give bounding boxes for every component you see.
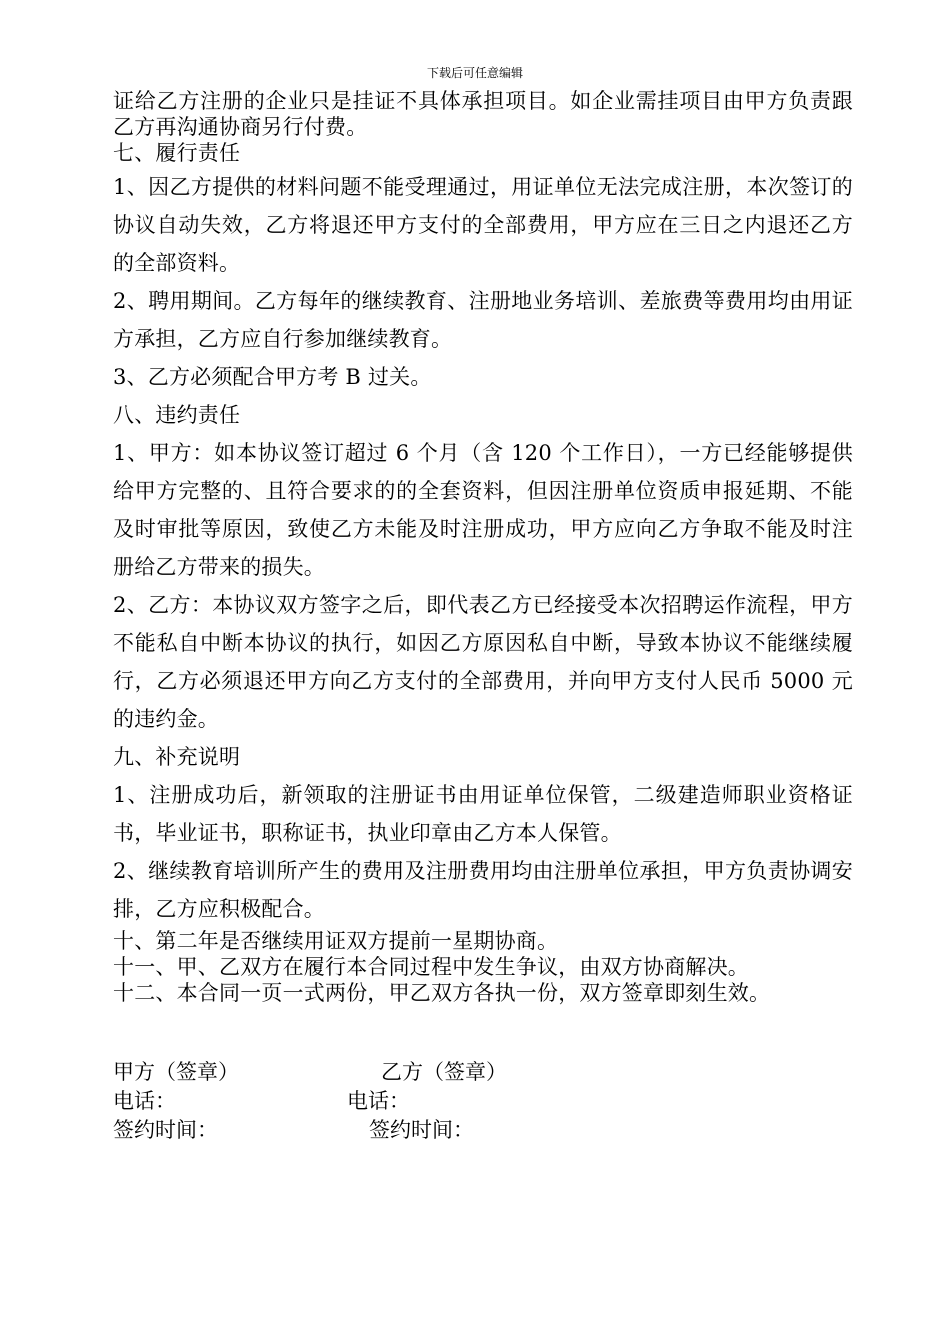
paragraph-performance-3: 3、乙方必须配合甲方考 B 过关。 — [113, 365, 432, 389]
signature-row-seal — [113, 1058, 853, 1087]
paragraph-supplement-1: 1、注册成功后，新领取的注册证书由用证单位保管，二级建造师职业资格证书，毕业证书，职称证书，执业印章由乙方本人保管。 — [113, 783, 853, 845]
paragraph-breach-2: 2、乙方：本协议双方签字之后，即代表乙方已经接受本次招聘运作流程，甲方不能私自中断本协议的执行，如因乙方原因私自中断，导致本协议不能继续履行，乙方必须退还甲方向乙方支付的全部费用，并向甲方支付人民币 5000 元的违约金。 — [113, 593, 853, 731]
paragraph-performance-1: 1、因乙方提供的材料问题不能受理通过，用证单位无法完成注册，本次签订的协议自动失效，乙方将退还甲方支付的全部费用，甲方应在三日之内退还乙方的全部资料。 — [113, 175, 853, 275]
paragraph-performance-2: 2、聘用期间。乙方每年的继续教育、注册地业务培训、差旅费等费用均由用证方承担，乙方应自行参加继续教育。 — [113, 289, 853, 351]
section-heading-performance: 七、履行责任 — [113, 141, 241, 165]
signature-row-date — [113, 1116, 853, 1145]
party-b-date-label: 签约时间： — [369, 1118, 474, 1142]
paragraph-supplement-2: 2、继续教育培训所产生的费用及注册费用均由注册单位承担，甲方负责协调安排，乙方应积极配合。 — [113, 859, 853, 921]
party-a-seal-label: 甲方（签章） — [113, 1060, 239, 1084]
party-b-seal-label: 乙方（签章） — [381, 1060, 507, 1084]
paragraph-breach-1: 1、甲方：如本协议签订超过 6 个月（含 120 个工作日），一方已经能够提供给甲方完整的、且符合要求的的全套资料，但因注册单位资质申报延期、不能及时审批等原因，致使乙方未能及时注册成功，甲方应向乙方争取不能及时注册给乙方带来的损失。 — [113, 441, 853, 579]
clause-eleven: 十一、甲、乙双方在履行本合同过程中发生争议，由双方协商解决。 — [113, 955, 749, 979]
section-heading-breach: 八、违约责任 — [113, 403, 241, 427]
section-heading-supplement: 九、补充说明 — [113, 745, 241, 769]
paragraph-continuation: 证给乙方注册的企业只是挂证不具体承担项目。如企业需挂项目由甲方负责跟乙方再沟通协商另行付费。 — [113, 89, 853, 139]
page-header: 下载后可任意编辑 — [426, 66, 523, 80]
contract-body — [113, 88, 853, 1145]
party-a-phone-label: 电话： — [113, 1089, 176, 1113]
clause-twelve: 十二、本合同一页一式两份，甲乙双方各执一份，双方签章即刻生效。 — [113, 981, 771, 1005]
party-b-phone-label: 电话： — [347, 1089, 410, 1113]
party-a-date-label: 签约时间： — [113, 1118, 218, 1142]
spacer — [113, 1006, 853, 1058]
clause-ten: 十、第二年是否继续用证双方提前一星期协商。 — [113, 929, 559, 953]
signature-row-phone — [113, 1087, 853, 1116]
